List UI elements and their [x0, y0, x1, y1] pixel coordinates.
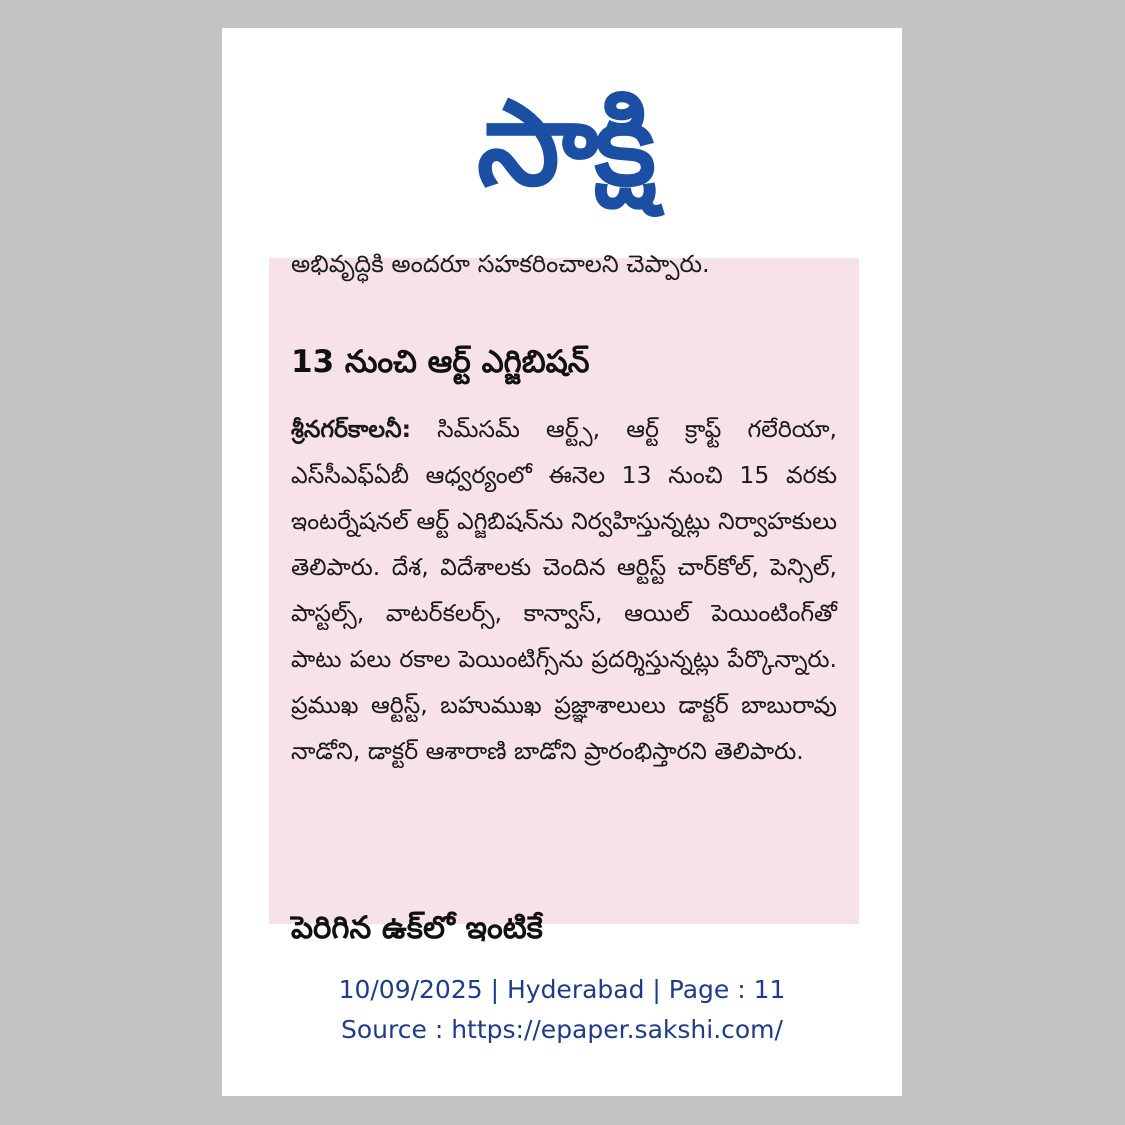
article-headline: 13 నుంచి ఆర్ట్ ఎగ్జిబిషన్ [291, 344, 590, 380]
date-city-page-line: 10/09/2025 | Hyderabad | Page : 11 [338, 975, 786, 1004]
sakshi-logo: సాక్షి [476, 74, 653, 212]
cut-off-previous-article-line: అభివృద్ధికి అందరూ సహకరించాలని చెప్పారు. [291, 250, 710, 278]
article-body [291, 406, 837, 774]
cut-off-next-headline: పెరిగిన ఉక్‌లో ఇంటికే [291, 910, 543, 946]
clipping-page [222, 28, 902, 1096]
article-clipping [269, 250, 859, 946]
source-line: Source : https://epaper.sakshi.com/ [341, 1015, 783, 1044]
clipping-footer [222, 970, 902, 1050]
article-dateline: శ్రీనగర్‌కాలనీ: [291, 415, 411, 443]
article-body-text: సిమ్‌సమ్ ఆర్ట్స్, ఆర్ట్ క్రాఫ్ట్ గలేరియా, ఎస్‌సీఎఫ్‌ఏబీ ఆధ్వర్యంలో ఈనెల 13 నుంచి 15 వరకు ఇంటర్నేషనల్ ఆర్ట్ ఎగ్జిబిషన్‌ను నిర్వహిస్తున్నట్లు నిర్వాహకులు తెలిపారు. దేశ, విదేశాలకు చెందిన ఆర్టిస్ట్ చార్‌కోల్, పెన్సిల్, పాస్టల్స్, వాటర్‌కలర్స్, కాన్వాస్, ఆయిల్ పెయింటింగ్‌తో పాటు పలు రకాల పెయింటిగ్స్‌ను ప్రదర్శిస్తున్నట్లు పేర్కొన్నారు. ప్రముఖ ఆర్టిస్ట్, బహుముఖ ప్రజ్ఞాశాలులు డాక్టర్ బాబురావు నాడోని, డాక్టర్ ఆశారాణి బాడోని ప్రారంభిస్తారని తెలిపారు. [291, 415, 837, 765]
